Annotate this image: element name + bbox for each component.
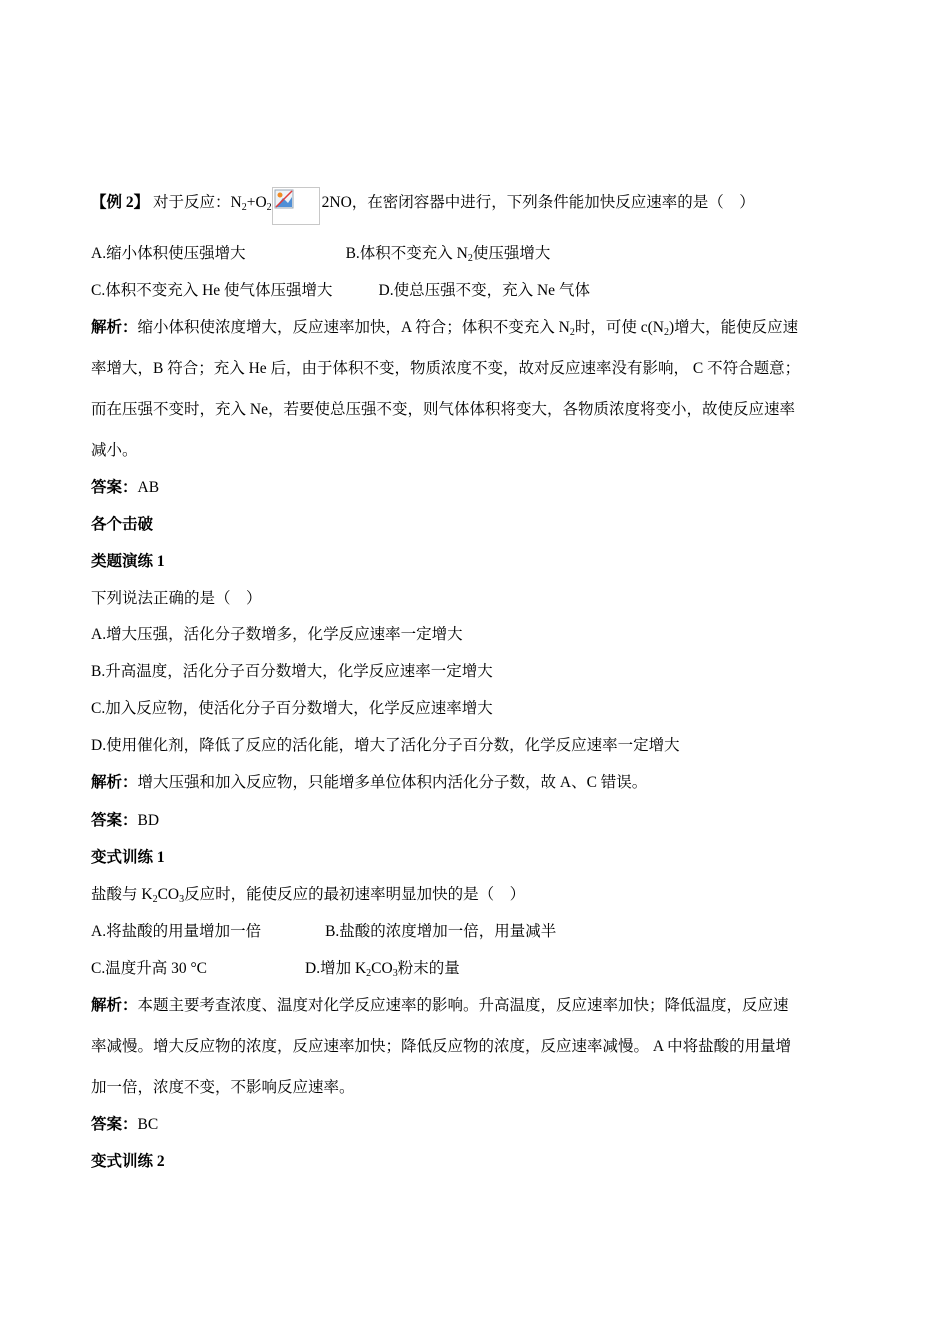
practice-1-option-b: B.升高温度，活化分子百分数增大，化学反应速率一定增大	[91, 663, 493, 680]
practice-1-title: 类题演练 1	[91, 553, 165, 570]
practice-1-option-d: D.使用催化剂，降低了反应的活化能，增大了活化分子百分数，化学反应速率一定增大	[91, 737, 680, 754]
variant-1-answer: 答案：BC	[91, 1116, 159, 1133]
example-2-analysis-line-2: 率增大，B 符合；充入 He 后，由于体积不变，物质浓度不变，故对反应速率没有影响， C 不符合题意；	[91, 360, 801, 377]
option-c: C.温度升高 30 °C	[91, 960, 208, 977]
variant-2-title: 变式训练 2	[91, 1153, 165, 1170]
variant-1-title: 变式训练 1	[91, 849, 165, 866]
analysis-label: 解析：	[91, 319, 138, 336]
example-2-answer: 答案：AB	[91, 479, 160, 496]
practice-1-option-a: A.增大压强，活化分子数增多，化学反应速率一定增大	[91, 626, 463, 643]
option-a: A.将盐酸的用量增加一倍	[91, 923, 262, 940]
variant-1-question: 盐酸与 $K_2CO_3$反应时，能使反应的最初速率明显加快的是（ ）	[91, 886, 526, 905]
example-label: 【例 2】	[91, 194, 150, 211]
practice-1-answer: 答案：BD	[91, 812, 160, 829]
variant-1-option-a-b	[91, 922, 556, 942]
practice-1-analysis: 解析：增大压强和加入反应物，只能增多单位体积内活化分子数，故 A、C 错误。	[91, 774, 648, 791]
variant-1-analysis-line-3: 加一倍，浓度不变，不影响反应速率。	[91, 1079, 355, 1096]
option-d: D.使总压强不变，充入 Ne 气体	[378, 282, 590, 299]
option-b: B.盐酸的浓度增加一倍，用量减半	[325, 923, 557, 940]
variant-1-analysis-line-1: 解析：本题主要考查浓度、温度对化学反应速率的影响。升高温度，反应速率加快；降低温度，反应速	[91, 997, 789, 1014]
practice-1-question: 下列说法正确的是（ ）	[91, 590, 262, 607]
option-d: D.增加 $K_2CO_3$粉末的量	[305, 960, 460, 979]
variant-1-analysis-line-2: 率减慢。增大反应物的浓度，反应速率加快；降低反应物的浓度，反应速率减慢。 A 中将盐酸的用量增	[91, 1038, 792, 1055]
section-heading: 各个击破	[91, 516, 154, 533]
option-b: B.体积不变充入 $N_2$使压强增大	[345, 245, 551, 264]
broken-image-icon	[272, 187, 320, 225]
example-2-analysis-line-1: 解析：缩小体积使浓度增大，反应速率加快，A 符合；体积不变充入 $N_2$时，可使 $c(N_2)$增大，能使反应速	[91, 319, 799, 338]
example-2-option-c-d	[91, 281, 590, 301]
option-c: C.体积不变充入 He 使气体压强增大	[91, 282, 333, 299]
example-2-analysis-line-3: 而在压强不变时，充入 Ne，若要使总压强不变，则气体体积将变大，各物质浓度将变小，故使反应速率	[91, 401, 795, 418]
example-2-option-a-b	[91, 244, 550, 264]
variant-1-option-c-d	[91, 959, 460, 979]
practice-1-option-c: C.加入反应物，使活化分子百分数增大，化学反应速率增大	[91, 700, 493, 717]
example-2-question: 【例 2】 对于反应：$N_2+O_2$ 2NO，在密闭容器中进行，下列条件能加快反应速率的是（ ）	[91, 187, 755, 225]
example-2-analysis-line-4: 减小。	[91, 442, 138, 459]
option-a: A.缩小体积使压强增大	[91, 245, 246, 262]
